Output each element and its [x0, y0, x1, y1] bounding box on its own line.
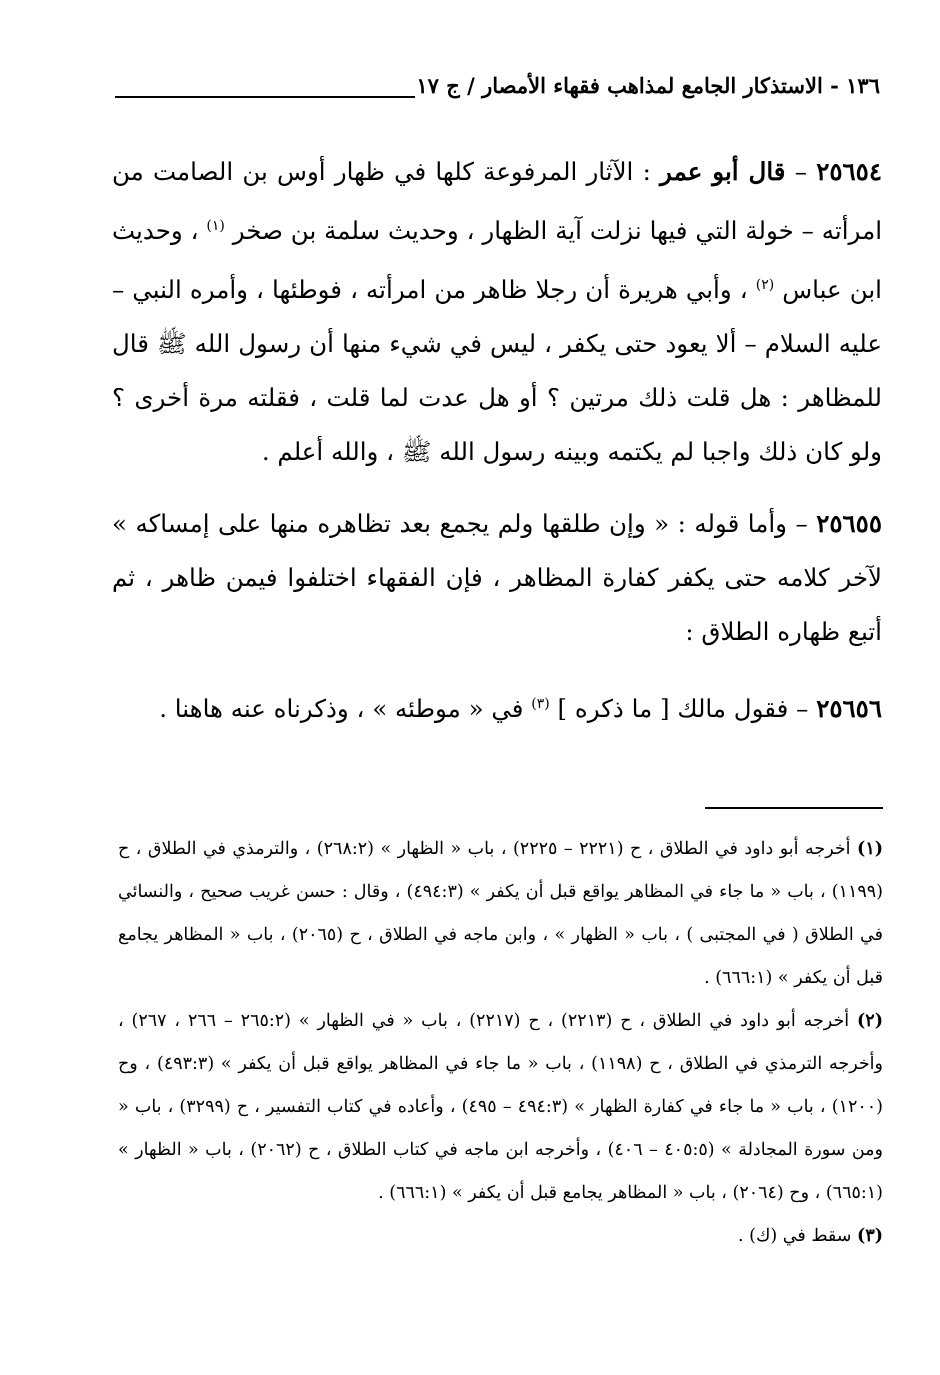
- paragraph: [112, 677, 882, 736]
- footnote-ref: (١): [206, 218, 225, 234]
- paragraph-text: في « موطئه » ، وذكرناه عنه هاهنا .: [159, 694, 532, 724]
- header-rule: [115, 96, 415, 98]
- footnote-rule: [705, 807, 883, 809]
- paragraph-text: – فقول مالك [ ما ذكره ]: [549, 694, 817, 724]
- paragraph-text: : الآثار المرفوعة كلها في ظهار أوس بن الصامت من امرأته – خولة التي فيها نزلت آية الظهار ، وحديث سلمة بن صخر: [112, 157, 882, 246]
- footnote-text: أخرجه أبو داود في الطلاق ، ح (٢٢١٣) ، ح (٢٢١٧) ، باب « في الظهار » (٢٦٥:٢ – ٢٦٦ ، ٢٦٧) ، وأخرجه الترمذي في الطلاق ، ح (١١٩٨) ، باب « ما جاء في المظاهر يواقع قبل أن يكفر » (٤٩٣:٣) ، وح (١٢٠٠) ، باب « ما جاء في كفارة الظهار » (٤٩٤:٣ – ٤٩٥) ، وأعاده في كتاب التفسير ، ح (٣٢٩٩) ، باب « ومن سورة المجادلة » (٤٠٥:٥ – ٤٠٦) ، وأخرجه ابن ماجه في كتاب الطلاق ، ح (٢٠٦٢) ، باب « الظهار » (٦٦٥:١) ، وح (٢٠٦٤) ، باب « المظاهر يجامع قبل أن يكفر » (٦٦٦:١) .: [118, 1011, 883, 1203]
- paragraph-number: ٢٥٦٥٦: [816, 694, 882, 724]
- footnote-number: (٣): [857, 1226, 883, 1246]
- footnote: [118, 828, 883, 1000]
- footnote: [118, 1000, 883, 1215]
- page-number: ١٣٦: [846, 73, 880, 98]
- paragraph: ٢٥٦٥٤ – قال أبو عمر : الآثار المرفوعة كلها في ظهار أوس بن الصامت من امرأته – خولة التي فيها نزلت آية الظهار ، وحديث سلمة بن صخر $^{(١)}$ ، وحديث ابن عباس $^{(٢)}$ ، وأبي هريرة أن رجلا ظاهر من امرأته ، فوطئها ، وأمره النبي – عليه السلام – ألا يعود حتى يكفر ، ليس في شيء منها أن رسول الله ﷺ قال للمظاهر : هل قلت ذلك مرتين ؟ أو هل عدت لما قلت ، فقلته مرة أخرى ؟ ولو كان ذلك واجبا لم يكتمه وبينه رسول الله ﷺ ، والله أعلم .: [112, 157, 882, 467]
- running-header: ١٣٦ - الاستذكار الجامع لمذاهب فقهاء الأمصار / ج ١٧: [416, 73, 880, 98]
- paragraph-text: ، وحديث ابن عباس: [112, 216, 882, 305]
- footnote-ref: (٣): [531, 696, 550, 713]
- paragraph-text: – وأما قوله : « وإن طلقها ولم يجمع بعد تظاهره منها على إمساكه » لآخر كلامه حتى يكفر كفارة المظاهر ، فإن الفقهاء اختلفوا فيمن ظاهر ، ثم أتبع ظهاره الطلاق :: [112, 509, 882, 647]
- footnote-number: (١): [857, 839, 883, 859]
- footnote-text: سقط في (ك) .: [738, 1226, 852, 1246]
- footnote: [118, 1215, 883, 1258]
- footnote-number: (٢): [857, 1011, 883, 1031]
- main-text: [112, 145, 882, 754]
- speaker-label: قال أبو عمر: [660, 157, 786, 186]
- paragraph: [112, 497, 882, 659]
- paragraph-number: ٢٥٦٥٤: [816, 157, 882, 186]
- footnotes: [118, 828, 883, 1258]
- footnote-text: أخرجه أبو داود في الطلاق ، ح (٢٢٢١ – ٢٢٢٥) ، باب « الظهار » (٢٦٨:٢) ، والترمذي في الطلاق ، ح (١١٩٩) ، باب « ما جاء في المظاهر يواقع قبل أن يكفر » (٤٩٤:٣) ، وقال : حسن غريب صحيح ، والنسائي في الطلاق ( في المجتبى ) ، باب « الظهار » ، وابن ماجه في الطلاق ، ح (٢٠٦٥) ، باب « المظاهر يجامع قبل أن يكفر » (٦٦٦:١) .: [118, 839, 883, 988]
- paragraph-text: ، وأبي هريرة أن رجلا ظاهر من امرأته ، فوطئها ، وأمره النبي – عليه السلام – ألا يعود حتى يكفر ، ليس في شيء منها أن رسول الله ﷺ قال للمظاهر : هل قلت ذلك مرتين ؟ أو هل عدت لما قلت ، فقلته مرة أخرى ؟ ولو كان ذلك واجبا لم يكتمه وبينه رسول الله ﷺ ، والله أعلم .: [112, 275, 882, 467]
- paragraph-number: ٢٥٦٥٥: [816, 509, 882, 539]
- book-title: الاستذكار الجامع لمذاهب فقهاء الأمصار / ج ١٧: [416, 73, 823, 98]
- footnote-ref: (٢): [755, 277, 775, 294]
